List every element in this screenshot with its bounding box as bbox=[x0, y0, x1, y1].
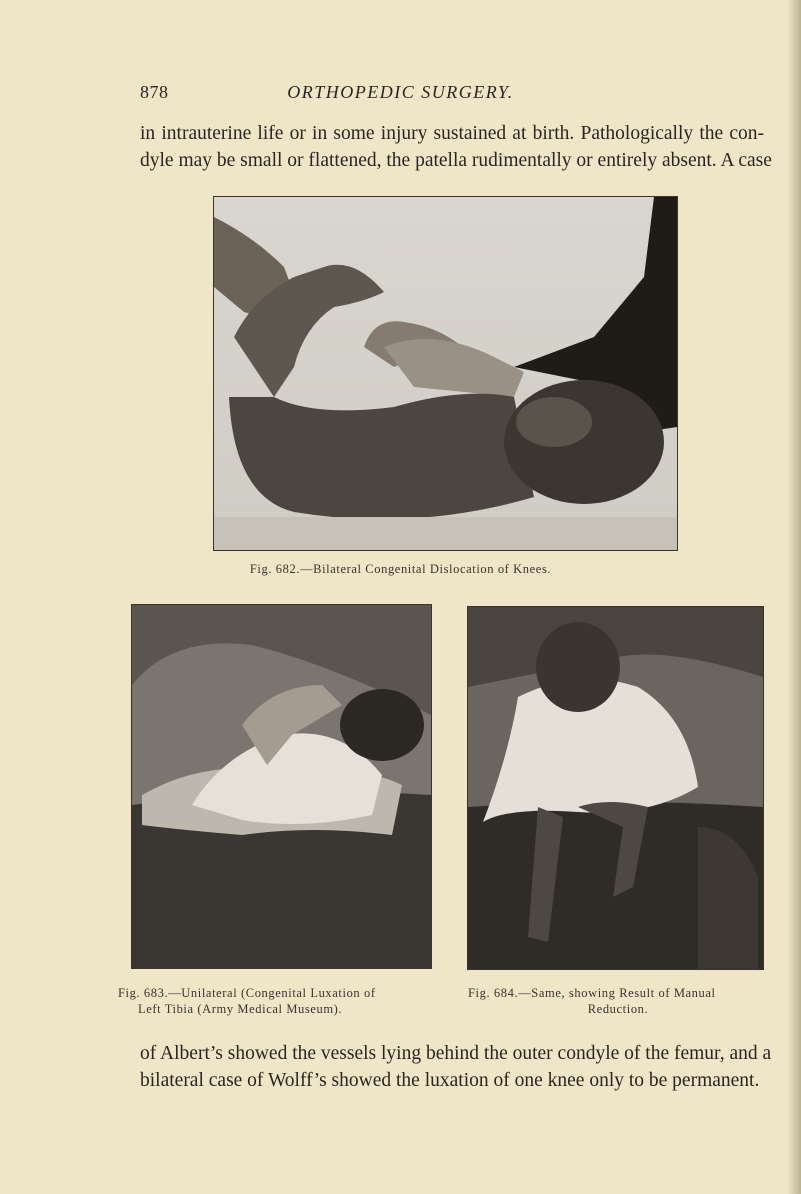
text-line: in intrauterine life or in some injury sustained at birth. Pathologically the con- bbox=[140, 123, 764, 144]
caption-line: Fig. 683.—Unilateral (Congenital Luxation of bbox=[118, 986, 376, 1000]
figure-682-photo bbox=[213, 196, 678, 551]
page-number: 878 bbox=[140, 82, 169, 102]
caption-line: Left Tibia (Army Medical Museum). bbox=[138, 1002, 343, 1016]
page-edge-shadow bbox=[787, 0, 801, 1194]
figure-682-caption: Fig. 682.—Bilateral Congenital Dislocation of Knees. bbox=[249, 562, 552, 576]
figure-684-caption bbox=[468, 985, 768, 1017]
page-header bbox=[0, 82, 801, 106]
caption-line: Reduction. bbox=[587, 1002, 649, 1016]
figure-683-photo bbox=[131, 604, 432, 969]
text-line: of Albert’s showed the vessels lying behind the outer condyle of the femur, and a bbox=[140, 1043, 772, 1064]
running-title: ORTHOPEDIC SURGERY. bbox=[287, 82, 514, 102]
caption-line: Fig. 684.—Same, showing Result of Manual bbox=[468, 986, 716, 1000]
text-line: dyle may be small or flattened, the patella rudimentally or entirely absent. A case bbox=[140, 150, 772, 171]
paragraph-bottom bbox=[140, 1040, 772, 1094]
paragraph-top bbox=[140, 120, 772, 174]
figure-683-caption bbox=[118, 985, 448, 1017]
text-line: bilateral case of Wolff’s showed the luxation of one knee only to be permanent. bbox=[140, 1070, 760, 1091]
figure-684-photo bbox=[467, 606, 764, 970]
